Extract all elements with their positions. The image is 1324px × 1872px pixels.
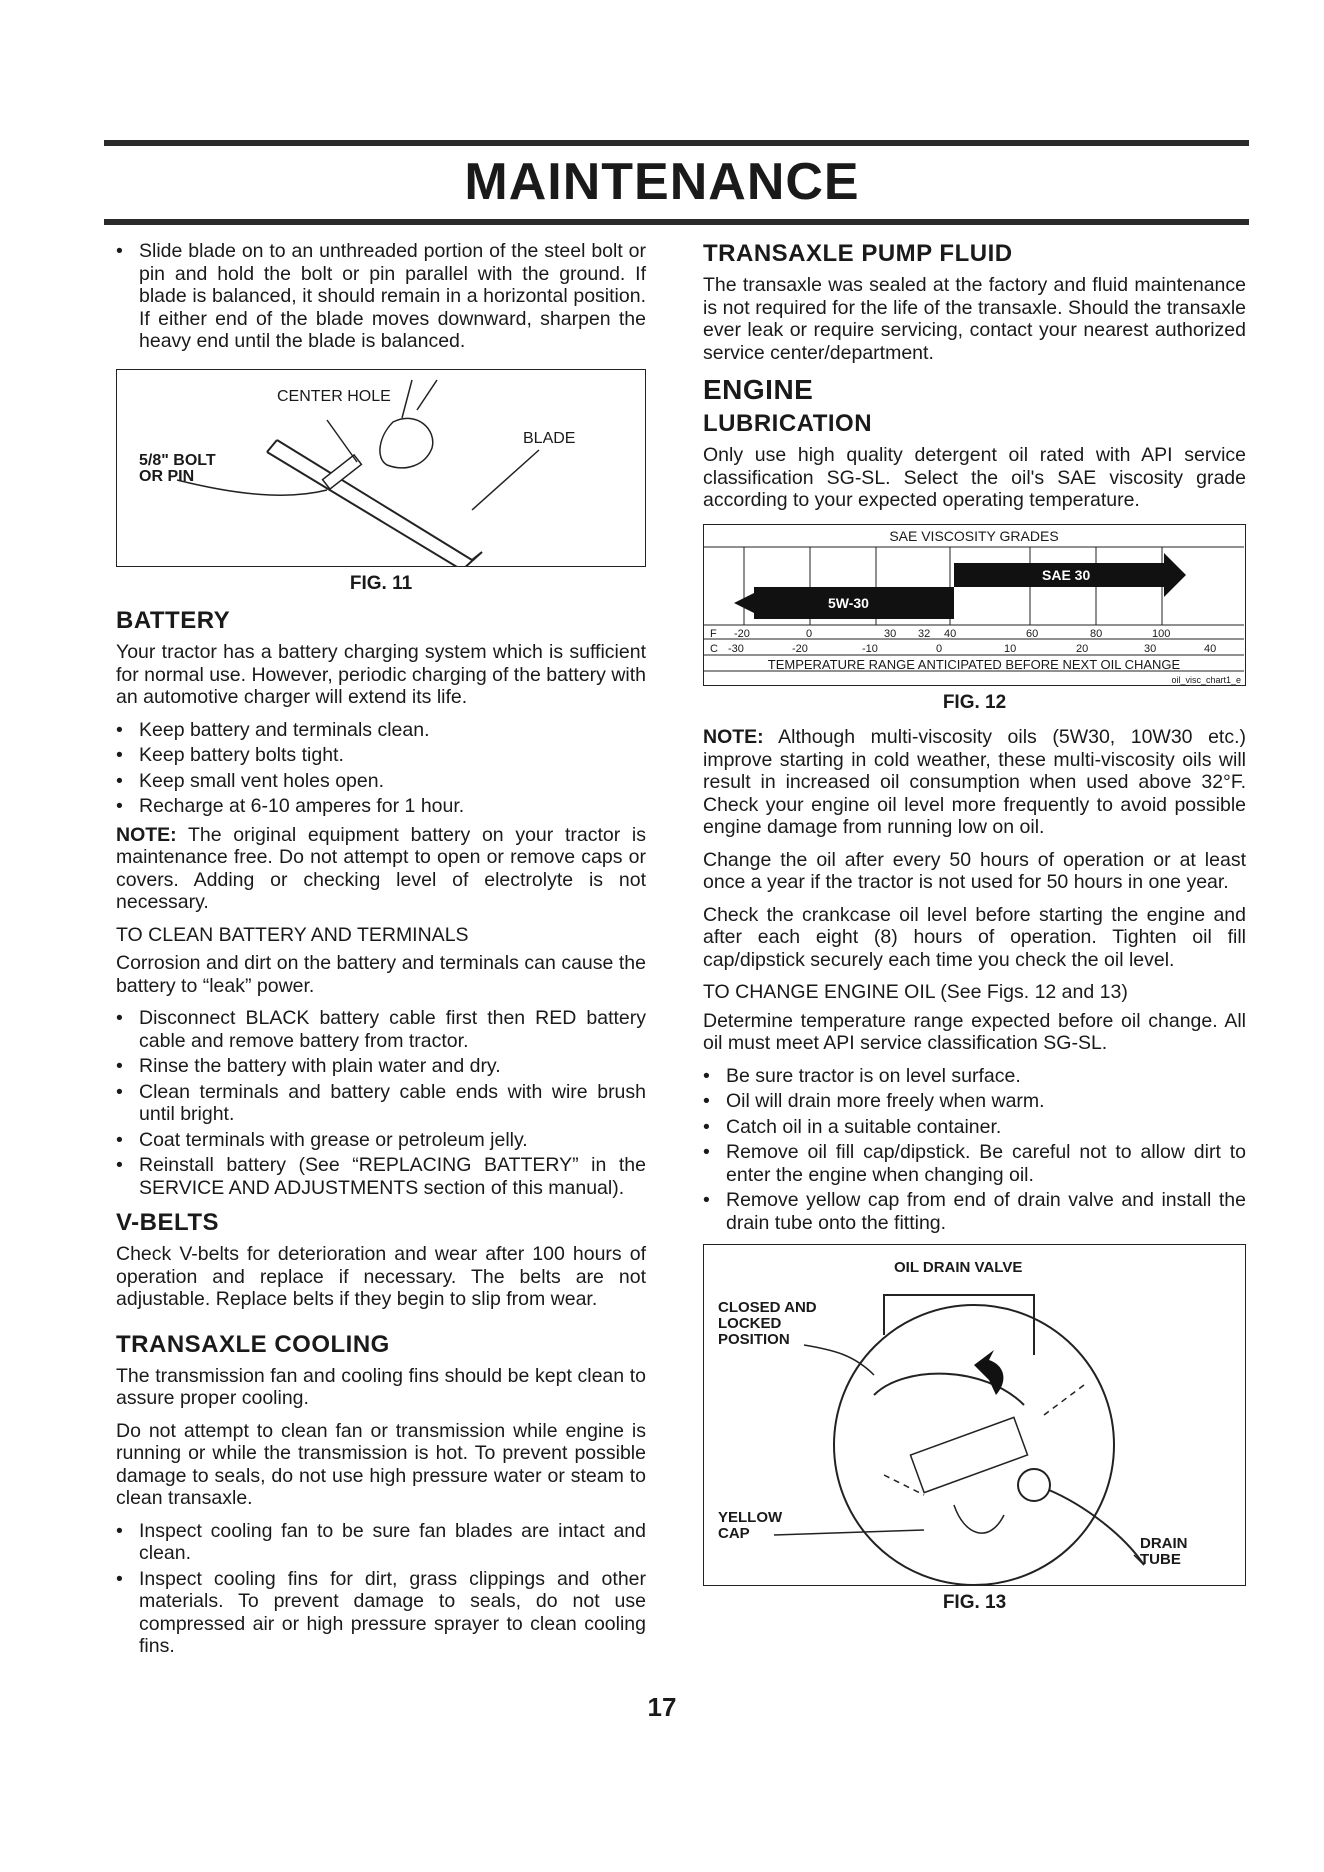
check-oil-text: Check the crankcase oil level before starting the engine and after each eight (8) hours of operation. Tighten oil fill cap/dipstick securely each time you check the oil level. [703, 903, 1246, 971]
list-item: • Reinstall battery (See “REPLACING BATTERY” in the SERVICE AND ADJUSTMENTS section of this manual). [116, 1154, 646, 1199]
battery-heading: BATTERY [116, 607, 231, 634]
label-yellow-line-1: YELLOW [718, 1509, 783, 1526]
f-tick: 32 [918, 627, 931, 640]
list-item: • Catch oil in a suitable container. [703, 1116, 1246, 1139]
list-item: • Oil will drain more freely when warm. [703, 1090, 1246, 1113]
figure-11 [116, 369, 646, 567]
f-tick: 0 [806, 627, 813, 640]
label-blade: BLADE [523, 429, 576, 447]
c-tick: -10 [862, 642, 878, 655]
drain-valve-illustration [704, 1245, 1246, 1585]
f-tick: 80 [1090, 627, 1103, 640]
chart-file-tag: oil_visc_chart1_e [1171, 674, 1241, 685]
bar-label-sae30: SAE 30 [1042, 566, 1091, 583]
figure-13-caption: FIG. 13 [942, 1592, 1007, 1613]
list-item: • Inspect cooling fins for dirt, grass clippings and other materials. To prevent damage to seals, do not use compressed air or high pressure sprayer to clean cooling fins. [116, 1568, 646, 1658]
battery-note [116, 824, 646, 914]
engine-heading: ENGINE [703, 374, 814, 405]
label-closed-line-1: CLOSED AND [718, 1299, 817, 1316]
f-label: F [710, 627, 717, 640]
vbelts-heading: V-BELTS [116, 1209, 220, 1236]
list-item: • Rinse the battery with plain water and dry. [116, 1055, 646, 1078]
figure-12-caption: FIG. 12 [942, 691, 1007, 713]
transaxle-cooling-heading: TRANSAXLE COOLING [116, 1330, 390, 1358]
c-label: C [710, 642, 718, 655]
pump-fluid-heading: TRANSAXLE PUMP FLUID [703, 240, 1013, 267]
f-tick: 100 [1152, 627, 1171, 640]
battery-list [116, 719, 646, 818]
page-number: 17 [647, 1692, 677, 1722]
list-item: • Disconnect BLACK battery cable first then RED battery cable and remove battery from tractor. [116, 1007, 646, 1052]
title-underline [104, 219, 1249, 225]
label-yellow-line-2: CAP [718, 1525, 750, 1542]
label-drain-line-2: TUBE [1140, 1551, 1181, 1568]
vbelts-text: Check V-belts for deterioration and wear after 100 hours of operation and replace if necessary. The belts are not adjustable. Replace belts if they begin to slip from wear. [116, 1243, 646, 1310]
label-bolt-line-1: 5/8" BOLT [139, 451, 216, 469]
change-oil-heading: TO CHANGE ENGINE OIL (See Figs. 12 and 13) [703, 981, 1128, 1003]
list-item: • Keep battery and terminals clean. [116, 719, 646, 742]
c-tick: 0 [936, 642, 943, 655]
c-tick: 40 [1204, 642, 1217, 655]
c-tick: 30 [1144, 642, 1157, 655]
right-column [703, 240, 1246, 1627]
label-closed-line-2: LOCKED [718, 1315, 782, 1332]
f-tick: 40 [944, 627, 957, 640]
transaxle-cooling-list [116, 1520, 646, 1658]
note-label: NOTE: [116, 823, 177, 846]
list-item: • Slide blade on to an unthreaded portion of the steel bolt or pin and hold the bolt or pin parallel with the ground. If blade is balanced, it should remain in a horizontal position. If either end of the blade moves downward, sharpen the heavy end until the blade is balanced. [116, 240, 646, 353]
clean-battery-intro: Corrosion and dirt on the battery and terminals can cause the battery to “leak” power. [116, 952, 646, 997]
oil-note [703, 726, 1246, 839]
transaxle-cooling-p2: Do not attempt to clean fan or transmission while engine is running or while the transmission is hot. To prevent possible damage to seals, do not use high pressure water or steam to clean transaxle. [116, 1419, 646, 1509]
f-tick: 30 [884, 627, 897, 640]
clean-battery-heading: TO CLEAN BATTERY AND TERMINALS [116, 923, 469, 946]
determine-text: Determine temperature range expected before oil change. All oil must meet API service classification SG-SL. [703, 1009, 1246, 1054]
list-item: • Be sure tractor is on level surface. [703, 1065, 1246, 1088]
label-drain-line-1: DRAIN [1140, 1535, 1188, 1552]
bar-label-5w30: 5W-30 [828, 594, 869, 611]
list-item: • Remove yellow cap from end of drain valve and install the drain tube onto the fitting. [703, 1189, 1246, 1234]
change-oil-list [703, 1065, 1246, 1235]
list-item: • Coat terminals with grease or petroleum jelly. [116, 1129, 646, 1152]
f-tick: 60 [1026, 627, 1039, 640]
list-item: • Keep battery bolts tight. [116, 744, 646, 767]
list-item: • Clean terminals and battery cable ends with wire brush until bright. [116, 1081, 646, 1126]
figure-11-caption: FIG. 11 [349, 572, 413, 594]
list-item: • Remove oil fill cap/dipstick. Be careful not to allow dirt to enter the engine when changing oil. [703, 1141, 1246, 1186]
pump-fluid-text: The transaxle was sealed at the factory and fluid maintenance is not required for the life of the transaxle. Should the transaxle ever leak or require servicing, contact your nearest authorized service center/department. [703, 274, 1246, 364]
c-tick: -20 [792, 642, 808, 655]
c-tick: 20 [1076, 642, 1089, 655]
lubrication-heading: LUBRICATION [703, 410, 873, 437]
chart-title: SAE VISCOSITY GRADES [889, 527, 1059, 544]
list-item: • Inspect cooling fan to be sure fan blades are intact and clean. [116, 1520, 646, 1565]
top-rule [104, 140, 1249, 146]
list-item: • Recharge at 6-10 amperes for 1 hour. [116, 795, 646, 818]
figure-13 [703, 1244, 1246, 1586]
chart-footer: TEMPERATURE RANGE ANTICIPATED BEFORE NEXT OIL CHANGE [767, 656, 1181, 672]
note-label: NOTE: [703, 726, 764, 748]
intro-list [116, 240, 646, 353]
f-tick: -20 [734, 627, 750, 640]
battery-intro: Your tractor has a battery charging system which is sufficient for normal use. However, periodic charging of the battery with an automotive charger will extend its life. [116, 641, 647, 708]
page-title: MAINTENANCE [464, 153, 860, 211]
change-oil-text: Change the oil after every 50 hours of operation or at least once a year if the tractor is not used for 50 hours in one year. [703, 848, 1246, 893]
note-text: Although multi-viscosity oils (5W30, 10W30 etc.) improve starting in cold weather, these multi-viscosity oils will result in increased oil consumption when used above 32°F. Check your engine oil level more frequently to avoid possible engine damage from running low on oil. [703, 726, 1246, 838]
list-item: • Keep small vent holes open. [116, 770, 646, 793]
label-bolt-line-2: OR PIN [139, 467, 195, 485]
clean-battery-list [116, 1007, 646, 1199]
label-center-hole: CENTER HOLE [277, 387, 391, 405]
c-tick: 10 [1004, 642, 1017, 655]
label-oil-drain-valve: OIL DRAIN VALVE [894, 1259, 1023, 1276]
label-closed-line-3: POSITION [718, 1331, 790, 1348]
transaxle-cooling-p1: The transmission fan and cooling fins should be kept clean to assure proper cooling. [116, 1364, 646, 1409]
lubrication-text: Only use high quality detergent oil rated with API service classification SG-SL. Select the oil's SAE viscosity grade according to your expected operating temperature. [703, 444, 1246, 511]
note-text: The original equipment battery on your tractor is maintenance free. Do not attempt to open or remove caps or covers. Adding or checking level of electrolyte is not necessary. [116, 823, 646, 913]
figure-12-viscosity-chart [703, 524, 1246, 686]
c-tick: -30 [728, 642, 744, 655]
left-column [116, 240, 646, 1668]
